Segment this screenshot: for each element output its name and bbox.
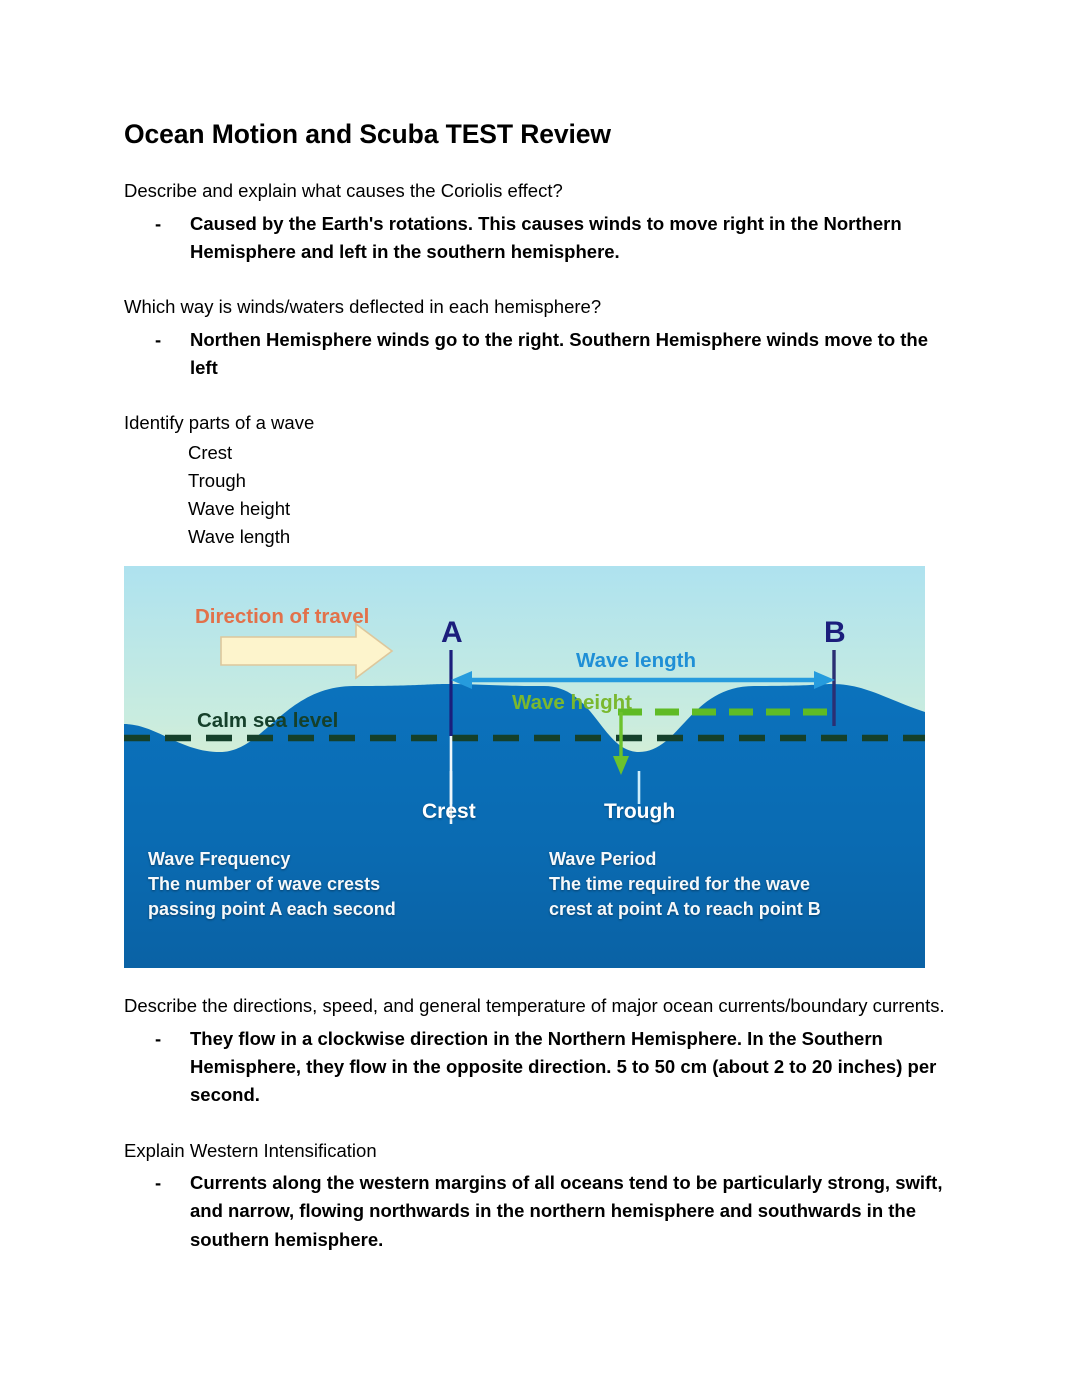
point-a-label: A — [441, 616, 463, 650]
wave-frequency-note — [148, 847, 396, 921]
question-text: Which way is winds/waters deflected in each hemisphere? — [124, 296, 602, 318]
bullet-dash-marker: - — [155, 1028, 162, 1050]
document-content — [124, 118, 956, 1254]
section-western-intensification — [124, 1137, 956, 1254]
trough-label: Trough — [604, 800, 676, 824]
wave-period-line2: crest at point A to reach point B — [549, 899, 821, 920]
wave-period-line1: The time required for the wave — [549, 874, 811, 895]
bullet-dash-marker: - — [155, 213, 162, 235]
answer-text: Caused by the Earth's rotations. This causes winds to move right in the Northern Hemisphere and left in the southern hemisphere. — [190, 213, 902, 263]
list-item: Crest — [188, 442, 233, 464]
bullet-dash-marker: - — [155, 329, 162, 351]
section-ocean-currents — [124, 992, 956, 1109]
bullet-item — [124, 210, 956, 266]
section-deflection — [124, 293, 956, 382]
direction-of-travel-label: Direction of travel — [195, 605, 370, 629]
bullet-item — [124, 326, 956, 382]
answer-text: Northen Hemisphere winds go to the right. Southern Hemisphere winds move to the left — [190, 329, 929, 379]
bullet-dash-marker: - — [155, 1172, 162, 1194]
wave-height-label: Wave height — [512, 691, 632, 715]
list-item: Wave length — [188, 526, 291, 548]
wave-period-note — [549, 847, 821, 921]
question-text: Describe the directions, speed, and general temperature of major ocean currents/boundary currents. — [124, 995, 945, 1017]
page-title: Ocean Motion and Scuba TEST Review — [124, 119, 611, 149]
wave-frequency-title: Wave Frequency — [148, 849, 291, 870]
wave-period-title: Wave Period — [549, 849, 657, 870]
list-item: Trough — [188, 470, 246, 492]
bullet-item — [124, 1025, 956, 1109]
calm-sea-level-label: Calm sea level — [197, 709, 339, 733]
section-coriolis — [124, 177, 956, 266]
wave-diagram-figure — [124, 566, 925, 968]
answer-text: Currents along the western margins of all oceans tend to be particularly strong, swift, and narrow, flowing northwards in the northern hemisphere and southwards in the southern hemisphere. — [190, 1172, 943, 1250]
wave-length-label: Wave length — [576, 649, 696, 673]
crest-label: Crest — [422, 800, 476, 824]
wave-frequency-line1: The number of wave crests — [148, 874, 381, 895]
bullet-item — [124, 1169, 956, 1253]
section-wave-parts — [124, 409, 956, 551]
question-text: Explain Western Intensification — [124, 1139, 377, 1161]
question-text: Describe and explain what causes the Coriolis effect? — [124, 180, 563, 202]
question-text: Identify parts of a wave — [124, 412, 315, 434]
wave-parts-list — [124, 439, 956, 551]
wave-frequency-line2: passing point A each second — [148, 899, 396, 920]
list-item: Wave height — [188, 498, 291, 520]
answer-text: They flow in a clockwise direction in the Northern Hemisphere. In the Southern Hemisphere, they flow in the opposite direction. 5 to 50 cm (about 2 to 20 inches) per second. — [190, 1028, 937, 1106]
point-b-label: B — [824, 616, 846, 650]
